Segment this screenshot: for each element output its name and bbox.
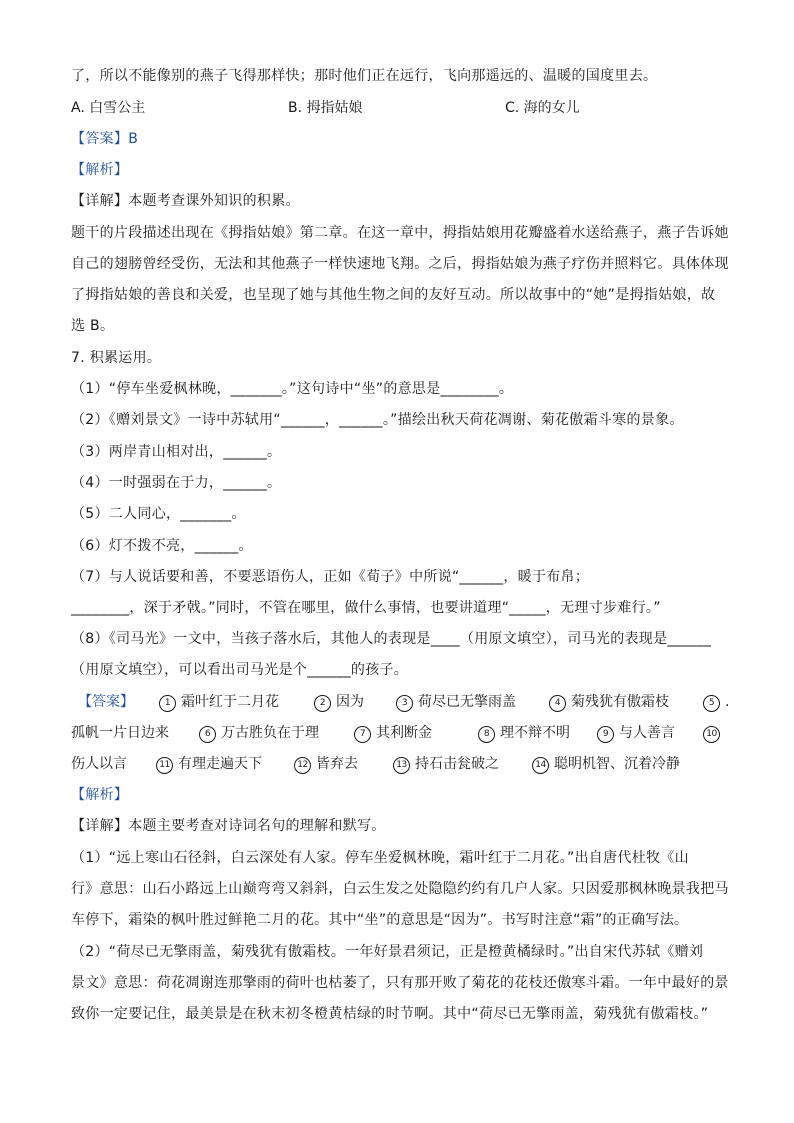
answer-item <box>314 692 364 712</box>
circled-number: 5 <box>703 695 720 712</box>
circled-number: 6 <box>199 726 216 743</box>
question-item: （6）灯不拨不亮，______。 <box>71 538 253 554</box>
text-line: 选 B。 <box>71 318 115 334</box>
question-item: （8）《司马光》一文中，当孩子落水后，其他人的表现是____（用原文填空），司马光的表现是______ <box>71 631 712 647</box>
answer-label: 【答案】 <box>78 694 134 710</box>
answer-item <box>199 723 319 743</box>
answer-item <box>549 692 669 712</box>
circled-number: 1 <box>159 695 176 712</box>
circled-number: 4 <box>549 695 566 712</box>
answer-text: 其利断金 <box>376 725 432 741</box>
question-item: ________，深于矛戟。”同时，不管在哪里，做什么事情，也要讲道理“_____，无理寸步难行。” <box>71 600 661 616</box>
answer-item <box>159 692 279 712</box>
circled-number: 12 <box>294 757 311 774</box>
answer-text: 聪明机智、沉着冷静 <box>554 756 680 772</box>
answer-text: 与人善言 <box>619 725 675 741</box>
circled-number: 3 <box>396 695 413 712</box>
question-item: （7）与人说话要和善，不要恶语伤人，正如《荀子》中所说“______，暖于布帛； <box>71 569 590 585</box>
circled-number: 11 <box>156 757 173 774</box>
answer-text: 荷尽已无擎雨盖 <box>418 694 516 710</box>
question-title: 7. 积累运用。 <box>71 350 162 366</box>
answer-item <box>478 723 570 743</box>
analysis-heading: 【解析】 <box>71 162 129 178</box>
text-line: （1）“远上寒山石径斜，白云深处有人家。停车坐爱枫林晚，霜叶红于二月花。”出自唐代杜牧《山 <box>71 850 689 866</box>
answer-text: 持石击瓮破之 <box>415 756 499 772</box>
question-item: （2）《赠刘景文》一诗中苏轼用“______，______。”描绘出秋天荷花凋谢、菊花傲霜斗寒的景象。 <box>71 412 684 428</box>
question-item: （5）二人同心，_______。 <box>71 506 246 522</box>
text-line: 景文》意思：荷花凋谢连那擎雨的荷叶也枯萎了，只有那开败了菊花的花枝还傲寒斗霜。一年中最好的景 <box>71 975 729 991</box>
answer-text: 孤帆一片日边来 <box>71 725 169 741</box>
text-line: 致你一定要记住，最美景是在秋末初冬橙黄桔绿的时节啊。其中“荷尽已无擎雨盖，菊残犹有傲霜枝。” <box>71 1006 709 1022</box>
detail-line: 【详解】本题主要考查对诗词名句的理解和默写。 <box>71 818 386 834</box>
text-line: 了拇指姑娘的善良和关爱，也呈现了她与其他生物之间的友好互动。所以故事中的“她”是拇指姑娘，故 <box>71 287 716 303</box>
answer-text: 伤人以言 <box>71 756 127 772</box>
circled-number: 2 <box>314 695 331 712</box>
answer-text: 因为 <box>336 694 364 710</box>
text-line: 行》意思：山石小路远上山巅弯弯又斜斜，白云生发之处隐隐约约有几户人家。只因爱那枫林晚景我把马 <box>71 881 729 897</box>
text-line: 了，所以不能像别的燕子飞得那样快；那时他们正在远行，飞向那遥远的、温暖的国度里去。 <box>71 68 658 84</box>
option-c: C. 海的女儿 <box>505 100 580 116</box>
option-a: A. 白雪公主 <box>71 100 146 116</box>
question-item: （4）一时强弱在于力，______。 <box>71 475 282 491</box>
text-line: 车停下，霜染的枫叶胜过鲜艳二月的花。其中“坐”的意思是“因为”。书写时注意“霜”的正确写法。 <box>71 912 689 928</box>
answer-text: 万古胜负在于理 <box>221 725 319 741</box>
answer-item <box>156 754 262 774</box>
detail-line: 【详解】本题考查课外知识的积累。 <box>71 193 300 209</box>
answer-item <box>532 754 680 774</box>
answer-item <box>597 723 675 743</box>
text-line: 自己的翅膀曾经受伤，无法和其他燕子一样快速地飞翔。之后，拇指姑娘为燕子疗伤并照料它。具体体现 <box>71 256 729 272</box>
answer-item <box>393 754 499 774</box>
answer-text: 理不辩不明 <box>500 725 570 741</box>
answer-text: 菊残犹有傲霜枝 <box>571 694 669 710</box>
answer-item <box>294 754 358 774</box>
answer-item <box>703 723 725 743</box>
circled-number: 9 <box>597 726 614 743</box>
answer-item <box>354 723 432 743</box>
circled-number: 7 <box>354 726 371 743</box>
question-item: （1）“停车坐爱枫林晚，_______。”这句诗中“坐”的意思是________。 <box>71 381 514 397</box>
text-line: 题干的片段描述出现在《拇指姑娘》第二章。在这一章中，拇指姑娘用花瓣盛着水送给燕子，燕子告诉她 <box>71 225 729 241</box>
question-item: （用原文填空），可以看出司马光是个______的孩子。 <box>71 662 409 678</box>
answer-item <box>396 692 516 712</box>
circled-number: 13 <box>393 757 410 774</box>
answer-text: 有理走遍天下 <box>178 756 262 772</box>
question-item: （3）两岸青山相对出，______。 <box>71 444 282 460</box>
circled-number: 10 <box>703 726 720 743</box>
circled-number: 14 <box>532 757 549 774</box>
answer-text: . <box>725 694 730 710</box>
answer-heading: 【答案】B <box>71 131 139 147</box>
circled-number: 8 <box>478 726 495 743</box>
option-b: B. 拇指姑娘 <box>288 100 363 116</box>
analysis-heading: 【解析】 <box>71 787 129 803</box>
answer-text: 霜叶红于二月花 <box>181 694 279 710</box>
text-line: （2）“荷尽已无擎雨盖，菊残犹有傲霜枝。一年好景君须记，正是橙黄橘绿时。”出自宋代苏轼《赠刘 <box>71 944 704 960</box>
answer-item <box>703 692 729 712</box>
answer-text: 皆弃去 <box>316 756 358 772</box>
